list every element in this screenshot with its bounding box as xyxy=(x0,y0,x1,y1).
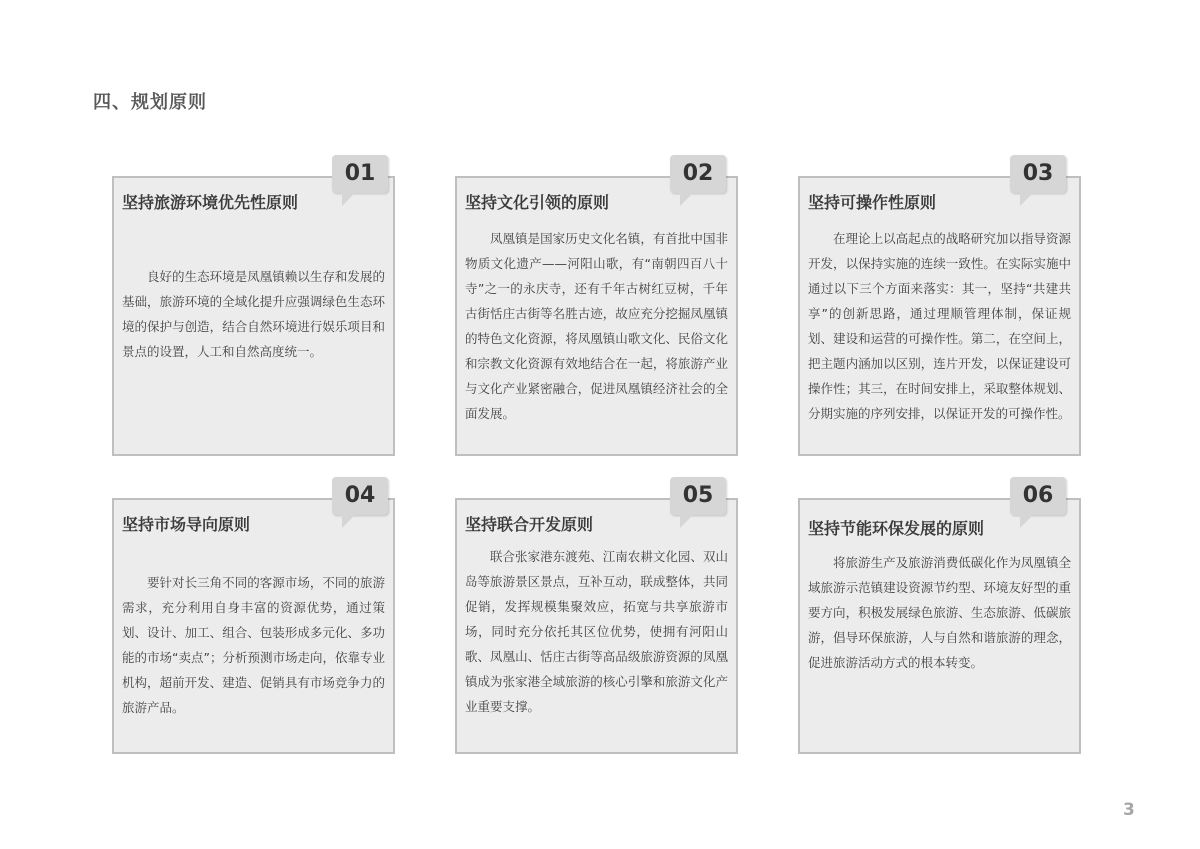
number-badge: 05 xyxy=(670,477,726,515)
card-body: 凤凰镇是国家历史文化名镇，有首批中国非物质文化遗产——河阳山歌，有“南朝四百八十寺”之一的永庆寺，还有千年古树红豆树，千年古街恬庄古街等名胜古迹，故应充分挖掘凤凰镇的特色文化资源，将凤凰镇山歌文化、民俗文化和宗教文化资源有效地结合在一起，将旅游产业与文化产业紧密融合，促进凤凰镇经济社会的全面发展。 xyxy=(465,231,728,421)
card-title: 坚持旅游环境优先性原则 xyxy=(122,193,299,212)
principle-card-5 xyxy=(455,498,738,754)
card-title: 坚持节能环保发展的原则 xyxy=(808,519,985,538)
number-badge: 04 xyxy=(332,477,388,515)
principle-card-6 xyxy=(798,498,1081,754)
card-body: 在理论上以高起点的战略研究加以指导资源开发，以保持实施的连续一致性。在实际实施中通过以下三个方面来落实：其一，坚持“共建共享”的创新思路，通过理顺管理体制，保证规划、建设和运营的可操作性。第二，在空间上，把主题内涵加以区别，连片开发，以保证建设可操作性；其三，在时间安排上，采取整体规划、分期实施的序列安排，以保证开发的可操作性。 xyxy=(808,231,1071,421)
card-title: 坚持文化引领的原则 xyxy=(465,193,610,212)
card-title: 坚持市场导向原则 xyxy=(122,515,251,534)
number-badge: 01 xyxy=(332,155,388,193)
card-body: 要针对长三角不同的客源市场，不同的旅游需求，充分利用自身丰富的资源优势，通过策划、设计、加工、组合、包装形成多元化、多功能的市场“卖点”；分析预测市场走向，依靠专业机构，超前开发、建造、促销具有市场竞争力的旅游产品。 xyxy=(122,575,385,715)
section-title: 四、规划原则 xyxy=(93,92,207,113)
principle-card-2 xyxy=(455,176,738,456)
number-badge: 06 xyxy=(1010,477,1066,515)
number-badge: 02 xyxy=(670,155,726,193)
card-title: 坚持联合开发原则 xyxy=(465,515,594,534)
number-badge: 03 xyxy=(1010,155,1066,193)
card-title: 坚持可操作性原则 xyxy=(808,193,937,212)
card-body: 联合张家港东渡苑、江南农耕文化园、双山岛等旅游景区景点，互补互动，联成整体，共同促销，发挥规模集聚效应，拓宽与共享旅游市场，同时充分依托其区位优势，使拥有河阳山歌、凤凰山、恬庄古街等高品级旅游资源的凤凰镇成为张家港全域旅游的核心引擎和旅游文化产业重要支撑。 xyxy=(465,549,728,714)
card-body: 良好的生态环境是凤凰镇赖以生存和发展的基础，旅游环境的全域化提升应强调绿色生态环境的保护与创造，结合自然环境进行娱乐项目和景点的设置，人工和自然高度统一。 xyxy=(122,269,385,359)
page-number: 3 xyxy=(1123,800,1135,820)
principle-card-1 xyxy=(112,176,395,456)
principle-card-3 xyxy=(798,176,1081,456)
card-body: 将旅游生产及旅游消费低碳化作为凤凰镇全域旅游示范镇建设资源节约型、环境友好型的重要方向，积极发展绿色旅游、生态旅游、低碳旅游，倡导环保旅游，人与自然和谐旅游的理念，促进旅游活动方式的根本转变。 xyxy=(808,555,1071,670)
principle-card-4 xyxy=(112,498,395,754)
